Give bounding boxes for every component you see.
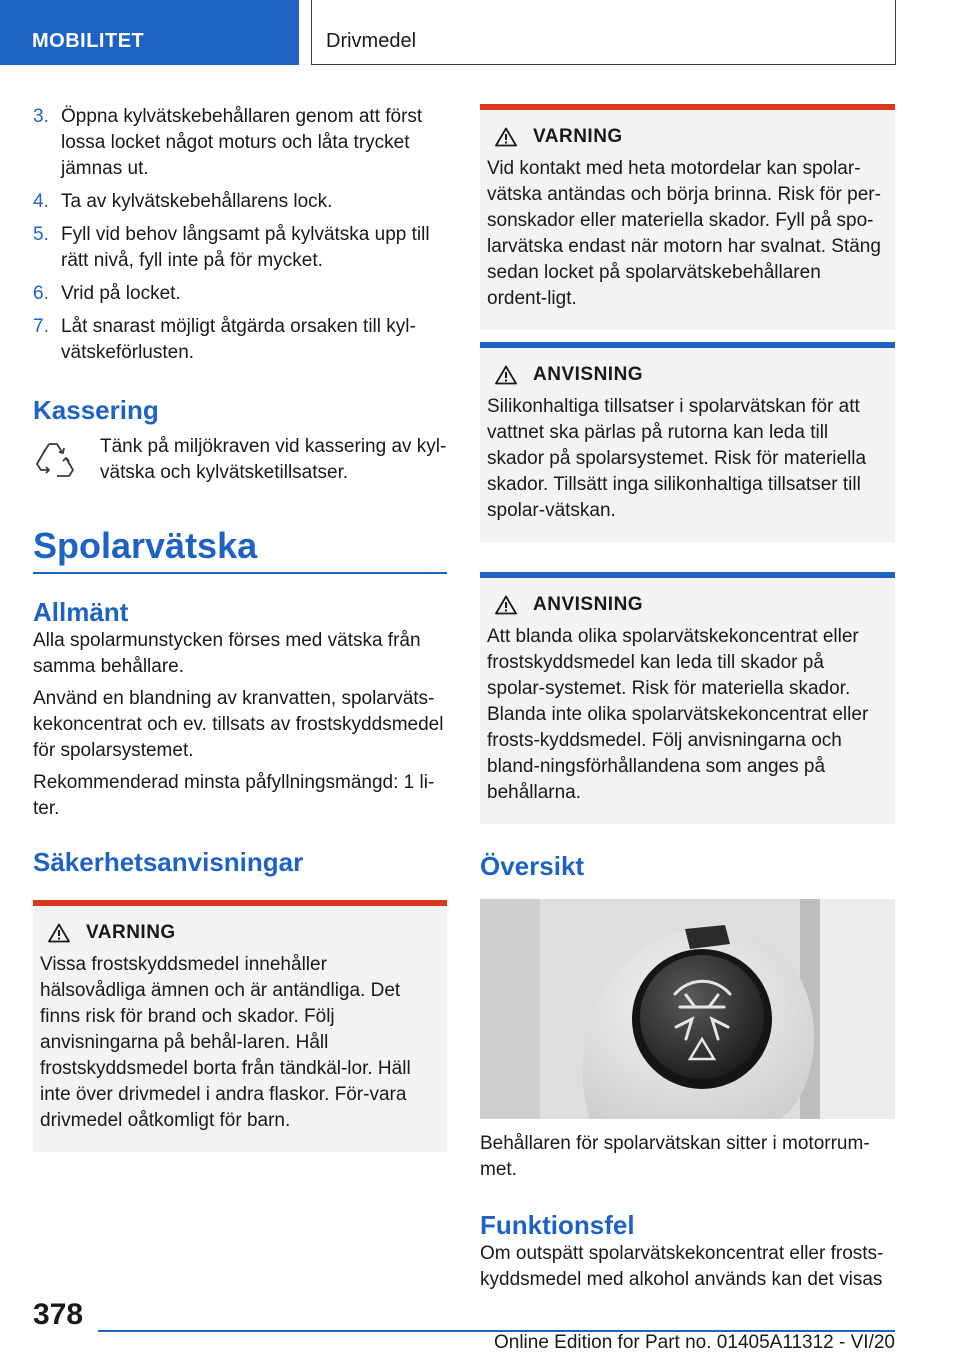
warning-text: Vissa frostskyddsmedel innehåller hälsovådliga ämnen och är antändliga. Det finns risk för brand och skador. Följ anvisningarna på behål-laren. Håll frostskyddsmedel borta från tändkäl-lor. Häll inte över drivmedel i andra flaskor. För-vara drivmedel oåtkomligt för barn. <box>40 954 411 1131</box>
oversikt-heading: Översikt <box>480 851 585 881</box>
notice-title-row <box>487 364 885 386</box>
list-item <box>33 189 447 215</box>
page-number: 378 <box>33 1298 84 1331</box>
warning-title-row <box>40 922 437 944</box>
allmant-paragraph: Använd en blandning av kranvatten, spolarväts-kekoncentrat och ev. tillsats av frostskyddsmedel för spolarsystemet. <box>33 688 444 761</box>
list-item <box>33 314 447 366</box>
edition-label: Online Edition for Part no. 01405A11312 - VI/20 <box>493 1332 895 1353</box>
step-number: 6. <box>33 283 49 304</box>
notice-box <box>480 342 895 542</box>
left-column <box>33 104 447 1152</box>
step-text: Vrid på locket. <box>61 283 181 304</box>
kassering-text: Tänk på miljökraven vid kassering av kyl-vätska och kylvätsketillsatser. <box>100 436 447 483</box>
kassering-heading: Kassering <box>33 395 159 425</box>
step-text: Ta av kylvätskebehållarens lock. <box>61 191 333 212</box>
title-divider <box>33 572 447 574</box>
notice-box <box>480 572 895 824</box>
washer-reservoir-photo <box>480 899 895 1119</box>
list-item <box>33 104 447 182</box>
step-text: Fyll vid behov långsamt på kylvätska upp till rätt nivå, fyll inte på för mycket. <box>61 224 430 271</box>
kassering-block <box>33 434 447 486</box>
warning-triangle-icon <box>495 595 517 615</box>
funktionsfel-heading: Funktionsfel <box>480 1210 635 1240</box>
funktionsfel-text: Om outspätt spolarvätskekoncentrat eller frosts-kyddsmedel med alkohol används kan det visas <box>480 1243 884 1290</box>
step-number: 7. <box>33 316 49 337</box>
step-text: Öppna kylvätskebehållaren genom att först lossa locket något moturs och låta trycket jämnas ut. <box>61 106 423 179</box>
step-list <box>33 104 447 366</box>
step-number: 3. <box>33 106 49 127</box>
step-number: 4. <box>33 191 49 212</box>
section-tab: MOBILITET <box>0 0 299 65</box>
allmant-paragraph: Rekommenderad minsta påfyllningsmängd: 1 li-ter. <box>33 772 435 819</box>
warning-box <box>480 104 895 330</box>
warning-triangle-icon <box>48 923 70 943</box>
warning-text: Vid kontakt med heta motordelar kan spolar-vätska antändas och börja brinna. Risk för per-sonskador eller materiella skador. Fyll på spo-larvätska endast när motorn har svalnat. Stäng sedan locket på spolarvätskebehållaren ordent-ligt. <box>487 158 881 309</box>
notice-title: ANVISNING <box>533 364 644 385</box>
page-title: Spolarvätska <box>33 525 258 566</box>
notice-text: Silikonhaltiga tillsatser i spolarvätskan för att vattnet ska pärlas på rutorna kan leda till skador på spolarsystemet. Risk för materiella skador. Tillsätt inga silikonhaltiga tillsatser till spolar-vätskan. <box>487 396 867 521</box>
warning-title: VARNING <box>533 126 623 147</box>
notice-title-row <box>487 594 885 616</box>
warning-triangle-icon <box>495 127 517 147</box>
allmant-heading: Allmänt <box>33 597 129 627</box>
notice-title: ANVISNING <box>533 594 644 615</box>
list-item <box>33 222 447 274</box>
chapter-title: Drivmedel <box>311 0 896 65</box>
warning-box <box>33 900 447 1152</box>
recycle-icon <box>33 438 77 482</box>
washer-cap-illustration <box>480 899 895 1119</box>
photo-caption: Behållaren för spolarvätskan sitter i motorrum-met. <box>480 1133 870 1180</box>
notice-text: Att blanda olika spolarvätskekoncentrat eller frostskyddsmedel kan leda till skador på spolar-systemet. Risk för materiella skador. Blanda inte olika spolarvätskekoncentrat eller frosts-kyddsmedel. Följ anvisningarna och bland-ningsförhållandena som anges på behållarna. <box>487 626 869 803</box>
allmant-paragraph: Alla spolarmunstycken förses med vätska från samma behållare. <box>33 630 421 677</box>
step-number: 5. <box>33 224 49 245</box>
sakerhet-heading: Säkerhetsanvisningar <box>33 847 304 877</box>
list-item <box>33 281 447 307</box>
right-column <box>480 104 895 1299</box>
warning-triangle-icon <box>495 365 517 385</box>
step-text: Låt snarast möjligt åtgärda orsaken till kyl-vätskeförlusten. <box>61 316 416 363</box>
warning-title-row <box>487 126 885 148</box>
warning-title: VARNING <box>86 922 176 943</box>
